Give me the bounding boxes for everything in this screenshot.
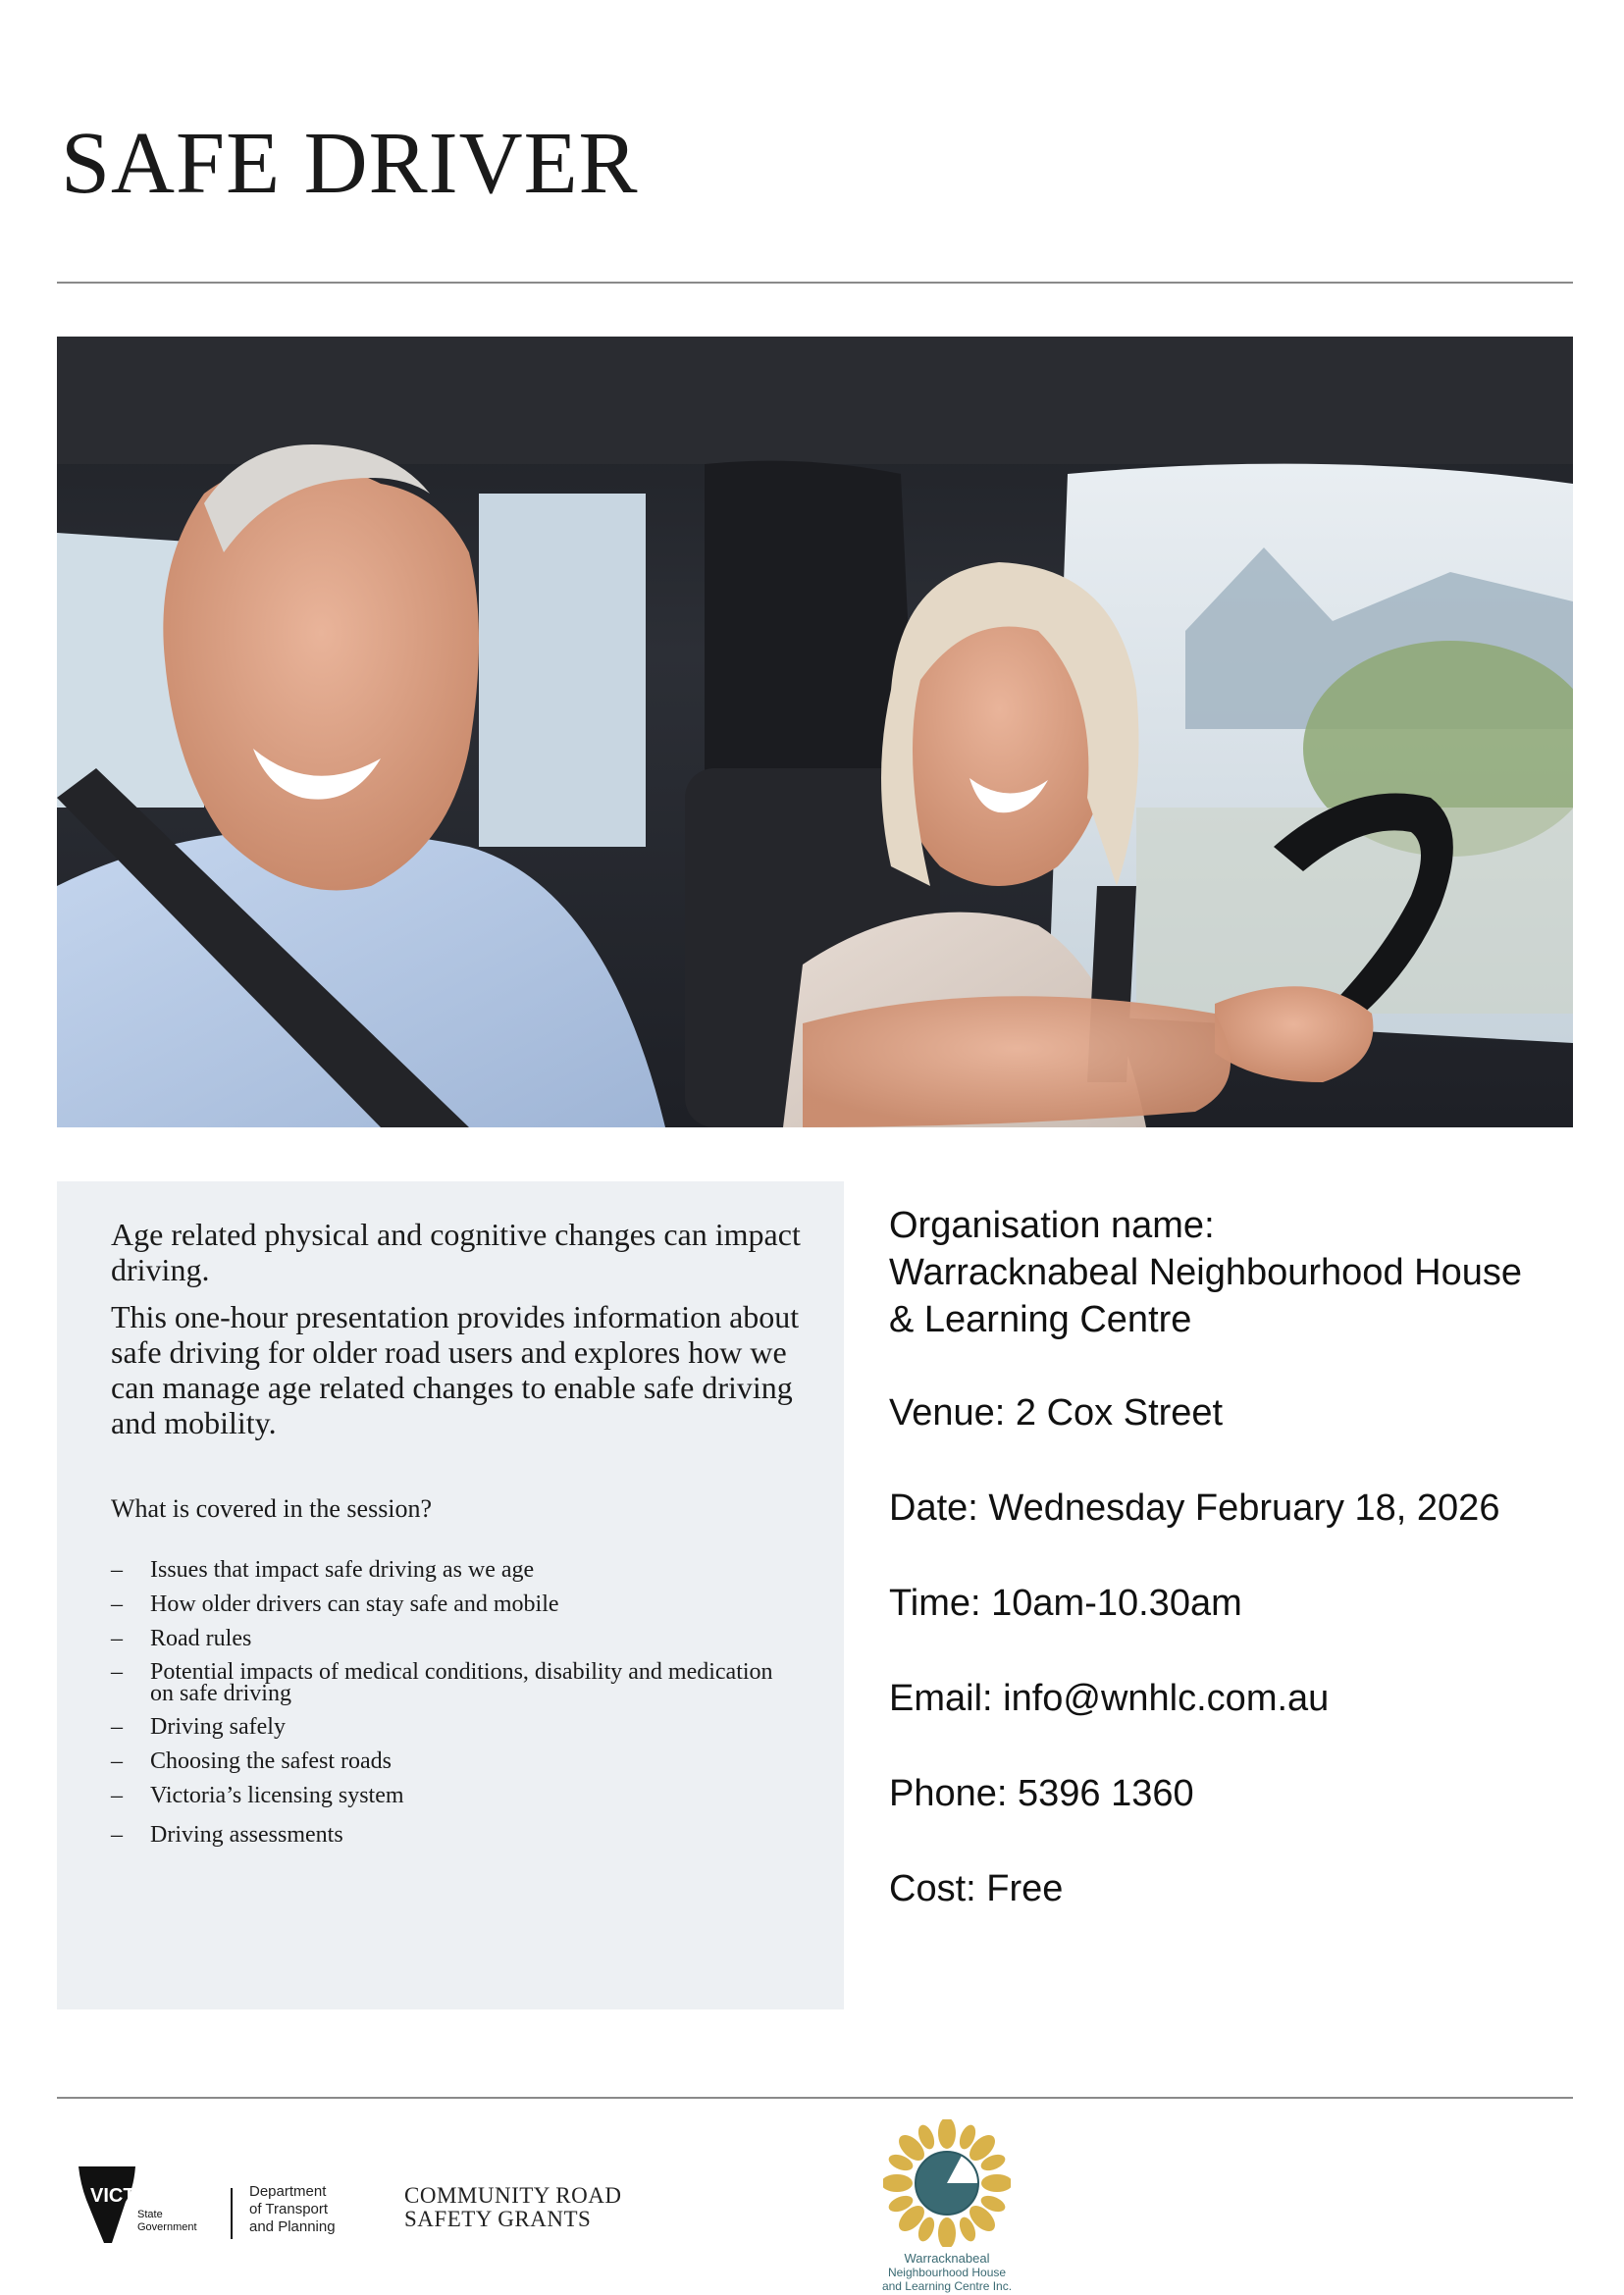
list-item [111, 1784, 798, 1807]
email[interactable]: Email: info@wnhlc.com.au [889, 1678, 1330, 1719]
victoria-logo-text: VICTORIA [90, 2185, 184, 2207]
page-title: SAFE DRIVER [61, 115, 639, 212]
topic-text: Driving assessments [150, 1822, 343, 1848]
department-line: of Transport [249, 2201, 329, 2217]
list-item [111, 1627, 798, 1650]
logo-line: Neighbourhood House [887, 2266, 1007, 2279]
list-item [111, 1823, 798, 1847]
topic-text: Victoria’s licensing system [150, 1783, 404, 1808]
topic-text: Road rules [150, 1626, 252, 1651]
list-dash: – [111, 1626, 123, 1651]
topic-text: How older drivers can stay safe and mobile [150, 1591, 559, 1617]
topics-list [111, 1558, 798, 1857]
logo-line: Warracknabeal [904, 2251, 990, 2266]
phone: Phone: 5396 1360 [889, 1773, 1194, 1814]
list-dash: – [111, 1557, 123, 1583]
list-dash: – [111, 1659, 123, 1685]
list-dash: – [111, 1591, 123, 1617]
intro-paragraph: Age related physical and cognitive changes can impact driving. [111, 1217, 801, 1287]
list-item [111, 1592, 798, 1616]
topic-text: Issues that impact safe driving as we age [150, 1557, 535, 1583]
list-dash: – [111, 1783, 123, 1808]
org-name: Warracknabeal Neighbourhood House & Learning Centre [889, 1252, 1522, 1340]
sunflower-logo-icon [883, 2119, 1011, 2247]
list-item [111, 1749, 798, 1773]
topic-text: Choosing the safest roads [150, 1748, 392, 1774]
list-item [111, 1661, 798, 1704]
victoria-sub-2: Government [137, 2221, 197, 2233]
list-item [111, 1715, 798, 1739]
top-divider [57, 282, 1573, 284]
victoria-map-icon [77, 2161, 253, 2249]
department-line: and Planning [249, 2218, 336, 2235]
department-line: Department [249, 2183, 327, 2200]
department-logo-text [249, 2183, 336, 2236]
list-item [111, 1558, 798, 1582]
victoria-logo [77, 2161, 253, 2249]
time: Time: 10am-10.30am [889, 1583, 1242, 1624]
list-dash: – [111, 1714, 123, 1740]
warracknabeal-logo-text [864, 2252, 1030, 2293]
victoria-sub-1: State [137, 2209, 163, 2220]
bottom-divider [57, 2097, 1573, 2099]
venue: Venue: 2 Cox Street [889, 1392, 1224, 1434]
cost: Cost: Free [889, 1868, 1064, 1909]
list-dash: – [111, 1822, 123, 1848]
warracknabeal-logo [883, 2119, 1011, 2247]
date: Date: Wednesday February 18, 2026 [889, 1487, 1500, 1529]
covered-heading: What is covered in the session? [111, 1494, 433, 1523]
grants-line: COMMUNITY ROAD [404, 2183, 622, 2208]
list-dash: – [111, 1748, 123, 1774]
hero-photo [57, 337, 1573, 1127]
grants-line: SAFETY GRANTS [404, 2207, 592, 2231]
intro-paragraph: This one-hour presentation provides information about safe driving for older road users and explores how we can manage age related changes to enable safe driving and mobility. [111, 1299, 800, 1440]
topic-text: Potential impacts of medical conditions, disability and medication on safe driving [150, 1659, 773, 1706]
logo-line: and Learning Centre Inc. [881, 2279, 1013, 2293]
grants-text [404, 2184, 621, 2231]
topic-text: Driving safely [150, 1714, 286, 1740]
org-label: Organisation name: [889, 1205, 1215, 1246]
